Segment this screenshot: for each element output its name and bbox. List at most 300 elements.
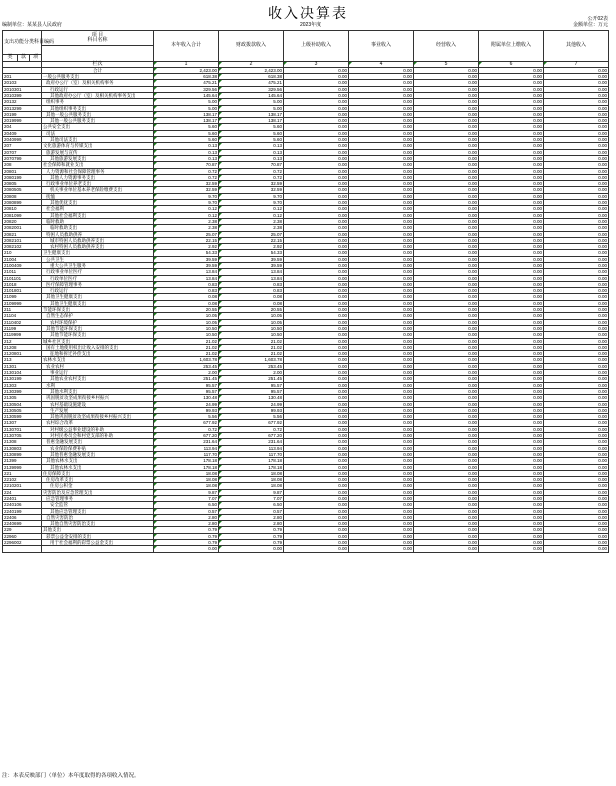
row-value: 0.00 (414, 508, 479, 514)
row-value: 0.00 (414, 244, 479, 250)
row-value: 0.00 (544, 540, 609, 546)
row-code: 2139999 (3, 464, 42, 470)
name-header: 项 目 科目名称 (42, 31, 154, 46)
row-value: 0.00 (479, 357, 544, 363)
row-value: 138.17 (219, 118, 284, 124)
row-value: 253.45 (154, 363, 219, 369)
row-value: 0.00 (284, 244, 349, 250)
row-value: 0.00 (284, 470, 349, 476)
row-value: 0.00 (479, 99, 544, 105)
row-value: 0.00 (544, 351, 609, 357)
row-code: 2130505 (3, 407, 42, 413)
row-name: 政府办公厅（室）及相关机构事务 (42, 80, 154, 86)
row-name (42, 546, 154, 552)
row-value: 0.00 (544, 281, 609, 287)
row-value: 0.00 (414, 470, 479, 476)
col-header-2: 财政拨款收入 (219, 31, 284, 62)
row-name: 行政单位医疗 (42, 275, 154, 281)
row-value: 0.00 (544, 546, 609, 552)
row-value: 0.00 (479, 86, 544, 92)
row-code: 20808 (3, 193, 42, 199)
row-value: 145.64 (219, 92, 284, 98)
row-value: 178.18 (219, 464, 284, 470)
row-name: 农村环境保护 (42, 319, 154, 325)
row-name: 其他社会福利支出 (42, 212, 154, 218)
row-value: 0.00 (284, 313, 349, 319)
row-value: 0.00 (284, 338, 349, 344)
row-code: 21099 (3, 294, 42, 300)
row-code: 2080899 (3, 200, 42, 206)
row-value: 0.00 (414, 118, 479, 124)
row-value: 0.00 (284, 181, 349, 187)
row-value: 0.00 (479, 193, 544, 199)
row-value: 0.00 (544, 269, 609, 275)
row-value: 20.55 (154, 307, 219, 313)
row-value: 251.45 (154, 376, 219, 382)
row-value: 5.00 (154, 105, 219, 111)
row-value: 0.00 (544, 382, 609, 388)
row-code: 20199 (3, 111, 42, 117)
row-value: 0.00 (414, 546, 479, 552)
row-value: 0.00 (544, 225, 609, 231)
row-value: 0.00 (479, 225, 544, 231)
row-value: 95.57 (219, 388, 284, 394)
row-value: 0.00 (544, 124, 609, 130)
row-name: 其他农林水支出 (42, 464, 154, 470)
row-name: 组织事务 (42, 99, 154, 105)
row-code: 2070799 (3, 155, 42, 161)
row-value: 0.13 (219, 149, 284, 155)
row-value: 130.48 (154, 395, 219, 401)
row-value: 70.87 (154, 162, 219, 168)
row-name: 其他卫生健康支出 (42, 294, 154, 300)
row-code: 2013299 (3, 105, 42, 111)
row-value: 0.00 (349, 483, 414, 489)
row-value: 0.00 (349, 470, 414, 476)
row-value: 0.00 (349, 275, 414, 281)
row-value: 0.00 (479, 155, 544, 161)
row-value: 0.00 (414, 319, 479, 325)
row-value: 0.00 (414, 376, 479, 382)
row-value: 54.33 (219, 250, 284, 256)
row-name: 医疗保障管理事务 (42, 281, 154, 287)
row-value: 0.00 (284, 439, 349, 445)
row-value: 21.02 (219, 338, 284, 344)
col-num: 5 (414, 61, 479, 67)
row-name: 农业农村 (42, 363, 154, 369)
row-value: 0.00 (414, 130, 479, 136)
row-value: 0.00 (479, 74, 544, 80)
row-value: 2.92 (154, 244, 219, 250)
row-value: 0.00 (349, 395, 414, 401)
row-value: 0.00 (349, 357, 414, 363)
row-value: 0.00 (284, 200, 349, 206)
row-value: 0.00 (414, 426, 479, 432)
row-value: 0.00 (479, 508, 544, 514)
row-value: 0.57 (154, 508, 219, 514)
row-name: 卫生健康支出 (42, 250, 154, 256)
row-value: 0.00 (414, 137, 479, 143)
row-value: 0.00 (349, 445, 414, 451)
row-value: 0.00 (284, 263, 349, 269)
row-value: 6.50 (154, 502, 219, 508)
row-value: 0.00 (349, 489, 414, 495)
row-name: 社会保障和就业支出 (42, 162, 154, 168)
row-value: 0.00 (414, 338, 479, 344)
row-value: 0.00 (349, 237, 414, 243)
row-value: 0.00 (479, 395, 544, 401)
row-value: 0.00 (284, 514, 349, 520)
row-code: 208 (3, 162, 42, 168)
row-value: 0.00 (479, 275, 544, 281)
row-value: 0.00 (544, 263, 609, 269)
row-value: 0.00 (349, 420, 414, 426)
row-value: 0.00 (544, 174, 609, 180)
row-value: 0.00 (414, 458, 479, 464)
row-value: 0.00 (479, 313, 544, 319)
row-value: 0.00 (544, 470, 609, 476)
row-value: 0.00 (414, 420, 479, 426)
row-name: 其他水利支出 (42, 388, 154, 394)
row-name: 抚恤 (42, 193, 154, 199)
col-num: 3 (284, 61, 349, 67)
row-value: 18.08 (154, 483, 219, 489)
row-code: 2130705 (3, 433, 42, 439)
row-value: 2.92 (219, 244, 284, 250)
row-value: 0.00 (414, 193, 479, 199)
row-value: 0.00 (544, 508, 609, 514)
code-group-header: 支出功能分类科目编码 (3, 31, 42, 55)
row-code: 20821 (3, 231, 42, 237)
row-value: 0.00 (349, 338, 414, 344)
row-code: 201 (3, 74, 42, 80)
xiang-header: 项 (30, 54, 42, 61)
row-value: 0.00 (414, 256, 479, 262)
row-value: 0.00 (284, 546, 349, 552)
row-value: 0.00 (414, 206, 479, 212)
row-value: 2.80 (154, 514, 219, 520)
row-value: 0.00 (349, 370, 414, 376)
row-name: 安全监管 (42, 502, 154, 508)
row-value: 145.64 (154, 92, 219, 98)
row-value: 0.00 (349, 477, 414, 483)
row-value: 18.08 (154, 477, 219, 483)
row-code: 22960 (3, 533, 42, 539)
row-value: 0.00 (414, 250, 479, 256)
row-name: 农村综合改革 (42, 420, 154, 426)
row-value: 618.38 (154, 74, 219, 80)
row-value: 0.00 (349, 225, 414, 231)
row-value: 0.00 (414, 155, 479, 161)
row-value: 0.00 (284, 250, 349, 256)
row-value: 0.00 (479, 187, 544, 193)
row-value: 117.70 (219, 451, 284, 457)
row-value: 0.00 (414, 464, 479, 470)
row-value: 0.00 (414, 294, 479, 300)
row-value: 0.00 (479, 533, 544, 539)
row-code: 2080505 (3, 187, 42, 193)
row-name: 城乡社区支出 (42, 338, 154, 344)
row-value: 0.00 (544, 319, 609, 325)
row-code: 2130803 (3, 445, 42, 451)
row-value: 0.00 (284, 74, 349, 80)
row-value: 2.80 (219, 514, 284, 520)
row-value: 0.72 (154, 168, 219, 174)
row-value: 0.00 (414, 200, 479, 206)
row-value: 10.05 (154, 313, 219, 319)
row-value: 0.00 (284, 388, 349, 394)
row-value: 0.00 (544, 111, 609, 117)
row-value: 0.00 (349, 495, 414, 501)
row-value: 113.94 (219, 445, 284, 451)
row-value: 0.00 (414, 162, 479, 168)
row-value: 0.00 (544, 300, 609, 306)
row-code (3, 546, 42, 552)
row-value: 0.00 (349, 111, 414, 117)
row-value: 0.00 (479, 514, 544, 520)
row-value: 0.00 (284, 502, 349, 508)
row-value: 5.60 (154, 124, 219, 130)
col-header-1: 本年收入合计 (154, 31, 219, 62)
row-value: 0.00 (479, 244, 544, 250)
row-value: 0.79 (154, 527, 219, 533)
row-value: 0.00 (544, 187, 609, 193)
row-value: 0.08 (219, 294, 284, 300)
row-code: 22406 (3, 514, 42, 520)
row-value: 0.00 (414, 275, 479, 281)
row-value: 0.00 (349, 433, 414, 439)
row-code: 21303 (3, 382, 42, 388)
row-value: 0.00 (349, 288, 414, 294)
row-code: 22102 (3, 477, 42, 483)
row-value: 0.13 (219, 155, 284, 161)
row-value: 5.60 (219, 124, 284, 130)
row-code: 2120801 (3, 351, 42, 357)
row-value: 0.00 (544, 426, 609, 432)
row-code: 2240106 (3, 502, 42, 508)
row-value: 0.00 (479, 168, 544, 174)
row-value: 0.00 (284, 212, 349, 218)
row-value: 0.00 (414, 477, 479, 483)
row-value: 0.00 (349, 426, 414, 432)
row-value: 0.00 (479, 458, 544, 464)
row-value: 0.00 (544, 325, 609, 331)
row-value: 618.38 (219, 74, 284, 80)
row-value: 5.60 (154, 137, 219, 143)
row-code: 212 (3, 338, 42, 344)
row-value: 677.92 (154, 420, 219, 426)
row-value: 0.83 (219, 281, 284, 287)
table-code: 公开02表 (587, 16, 608, 22)
row-value: 0.00 (479, 294, 544, 300)
row-value: 0.13 (154, 155, 219, 161)
lanci-label: 栏次 (42, 61, 154, 67)
row-value: 0.72 (154, 174, 219, 180)
row-value: 0.00 (349, 200, 414, 206)
row-code: 21301 (3, 363, 42, 369)
row-value: 32.59 (154, 187, 219, 193)
row-value: 0.00 (284, 370, 349, 376)
row-value: 0.00 (284, 143, 349, 149)
row-value: 0.00 (414, 414, 479, 420)
row-value: 0.00 (544, 67, 609, 73)
row-value: 39.59 (154, 256, 219, 262)
row-name: 住房改革支出 (42, 477, 154, 483)
row-value: 0.00 (414, 143, 479, 149)
row-value: 0.00 (544, 401, 609, 407)
row-value: 70.87 (219, 162, 284, 168)
row-name: 彩票公益金安排的支出 (42, 533, 154, 539)
row-value: 0.00 (414, 514, 479, 520)
row-name: 其他旅游发展支出 (42, 155, 154, 161)
row-value: 0.00 (544, 420, 609, 426)
row-value: 0.00 (349, 130, 414, 136)
row-value: 0.00 (544, 464, 609, 470)
row-name: 巩固脱贫攻坚成果衔接乡村振兴 (42, 395, 154, 401)
row-name: 社会福利 (42, 206, 154, 212)
row-value: 0.72 (154, 426, 219, 432)
unit-label: 金额单位：万元 (572, 22, 608, 28)
row-value: 25.07 (219, 231, 284, 237)
row-value: 0.00 (479, 281, 544, 287)
row-value: 0.00 (479, 137, 544, 143)
row-name: 文化旅游体育与传媒支出 (42, 143, 154, 149)
row-value: 0.00 (544, 275, 609, 281)
row-value: 0.00 (414, 225, 479, 231)
row-value: 0.00 (479, 470, 544, 476)
row-name: 司法 (42, 130, 154, 136)
row-value: 231.64 (154, 439, 219, 445)
row-name: 其他普惠金融发展支出 (42, 451, 154, 457)
row-value: 0.00 (349, 86, 414, 92)
row-value: 0.00 (544, 388, 609, 394)
row-value: 0.00 (414, 439, 479, 445)
row-name: 一般公共服务支出 (42, 74, 154, 80)
row-value: 0.00 (349, 514, 414, 520)
row-code: 2240199 (3, 508, 42, 514)
row-value: 0.00 (479, 130, 544, 136)
row-value: 0.00 (544, 155, 609, 161)
row-value: 0.00 (479, 124, 544, 130)
row-value: 0.00 (414, 363, 479, 369)
row-value: 0.00 (544, 118, 609, 124)
row-value: 7.07 (219, 495, 284, 501)
row-value: 0.00 (414, 433, 479, 439)
row-value: 0.00 (479, 344, 544, 350)
row-value: 0.00 (349, 307, 414, 313)
row-value: 0.00 (414, 445, 479, 451)
row-value: 0.00 (284, 281, 349, 287)
row-value: 32.59 (154, 181, 219, 187)
row-value: 329.56 (154, 86, 219, 92)
row-value: 0.00 (349, 155, 414, 161)
row-value: 32.59 (219, 181, 284, 187)
row-value: 0.00 (284, 395, 349, 401)
row-name: 对村级公益事业建设的补助 (42, 426, 154, 432)
row-value: 0.00 (479, 502, 544, 508)
row-value: 0.00 (479, 319, 544, 325)
row-value: 0.00 (479, 149, 544, 155)
row-value: 0.00 (349, 546, 414, 552)
row-value: 0.00 (414, 332, 479, 338)
row-value: 0.00 (349, 407, 414, 413)
row-value: 0.00 (284, 483, 349, 489)
row-value: 13.84 (219, 275, 284, 281)
row-value: 0.00 (284, 256, 349, 262)
row-value: 0.08 (154, 300, 219, 306)
row-value: 0.00 (544, 445, 609, 451)
col-num: 6 (479, 61, 544, 67)
row-value: 5.60 (154, 130, 219, 136)
row-name: 农村基础设施建设 (42, 401, 154, 407)
row-name: 其他一般公共服务支出 (42, 111, 154, 117)
row-value: 0.83 (154, 288, 219, 294)
row-name: 住房公积金 (42, 483, 154, 489)
row-value: 18.08 (219, 470, 284, 476)
row-value: 0.00 (544, 527, 609, 533)
row-value: 0.00 (479, 370, 544, 376)
row-value: 0.00 (414, 370, 479, 376)
row-code: 20801 (3, 168, 42, 174)
row-value: 231.64 (219, 439, 284, 445)
row-value: 0.13 (219, 143, 284, 149)
row-value: 0.00 (479, 300, 544, 306)
row-value: 0.00 (349, 118, 414, 124)
row-code: 2130899 (3, 451, 42, 457)
row-name: 特困人员救助供养 (42, 231, 154, 237)
row-value: 0.00 (284, 477, 349, 483)
row-value: 0.00 (284, 149, 349, 155)
row-value: 0.12 (219, 206, 284, 212)
row-value: 0.00 (414, 288, 479, 294)
row-value: 0.00 (284, 206, 349, 212)
row-value: 0.79 (219, 540, 284, 546)
row-name: 机关事业单位基本养老保险缴费支出 (42, 187, 154, 193)
row-code: 21199 (3, 325, 42, 331)
row-code: 2130199 (3, 376, 42, 382)
row-code: 21399 (3, 458, 42, 464)
row-code: 2082001 (3, 225, 42, 231)
row-value: 0.00 (284, 325, 349, 331)
row-value: 22.15 (219, 237, 284, 243)
row-name: 其他农林水支出 (42, 458, 154, 464)
row-code: 2082101 (3, 237, 42, 243)
row-value: 0.00 (349, 149, 414, 155)
row-value: 0.00 (284, 67, 349, 73)
row-code: 21308 (3, 439, 42, 445)
row-value: 0.00 (414, 168, 479, 174)
row-value: 0.00 (349, 325, 414, 331)
row-value: 0.00 (284, 237, 349, 243)
row-value: 0.00 (284, 218, 349, 224)
row-value: 95.57 (154, 388, 219, 394)
row-code: 20805 (3, 181, 42, 187)
row-value: 2.80 (154, 521, 219, 527)
row-code: 21305 (3, 395, 42, 401)
row-value: 0.00 (479, 351, 544, 357)
row-value: 0.00 (284, 445, 349, 451)
row-value: 0.00 (284, 433, 349, 439)
row-value: 138.17 (154, 111, 219, 117)
row-value: 0.00 (154, 546, 219, 552)
row-value: 0.00 (349, 124, 414, 130)
row-value: 0.00 (544, 212, 609, 218)
row-value: 0.00 (544, 86, 609, 92)
row-name: 应急管理事务 (42, 495, 154, 501)
row-value: 0.83 (219, 288, 284, 294)
row-value: 0.00 (414, 407, 479, 413)
row-value: 0.00 (414, 527, 479, 533)
